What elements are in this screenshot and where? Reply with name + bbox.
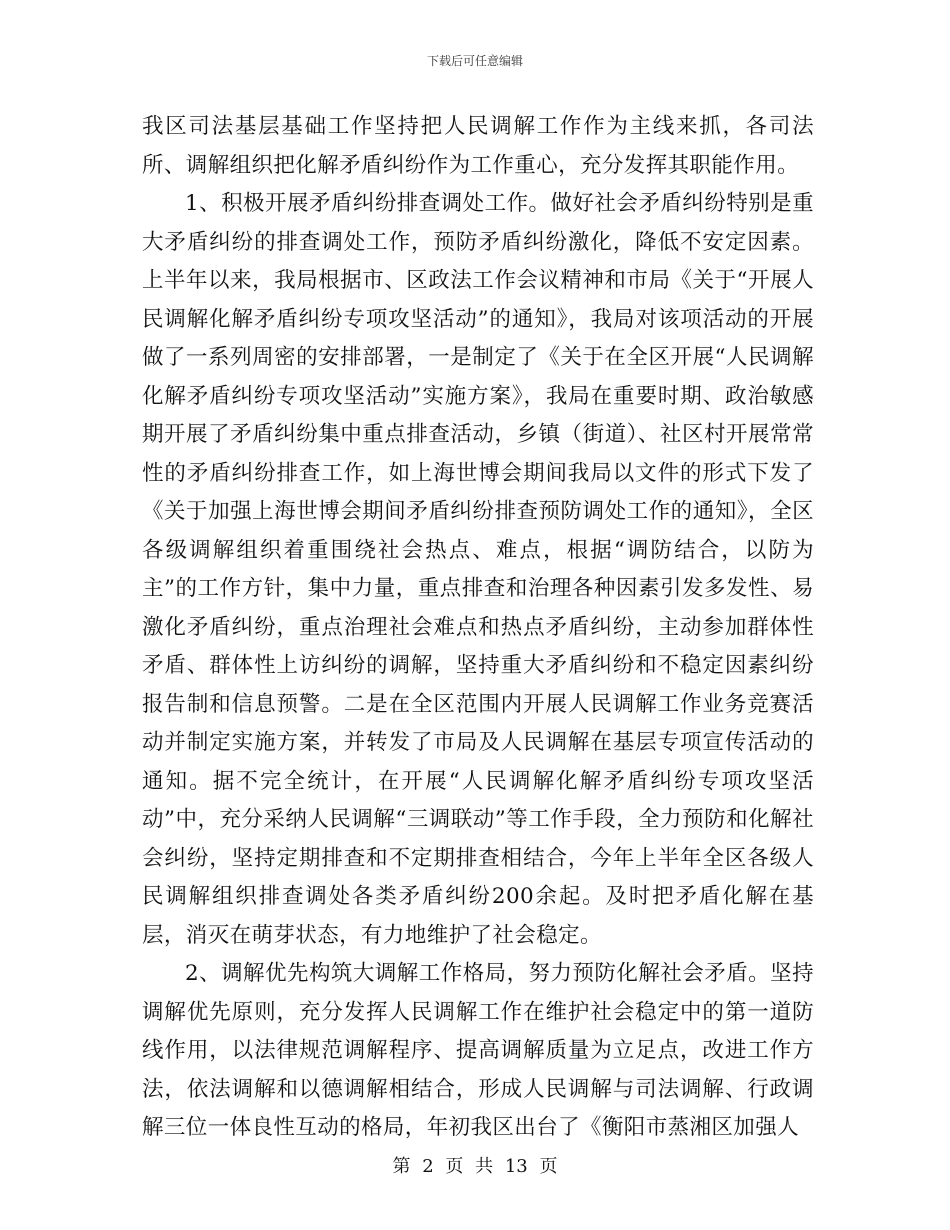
paragraph-section-1: 1、积极开展矛盾纠纷排查调处工作。做好社会矛盾纠纷特别是重大矛盾纠纷的排查调处工作，预防矛盾纠纷激化，降低不安定因素。上半年以来，我局根据市、区政法工作会议精神和市局《关于“开展人民调解化解矛盾纠纷专项攻坚活动”的通知》，我局对该项活动的开展做了一系列周密的安排部署，一是制定了《关于在全区开展“人民调解化解矛盾纠纷专项攻坚活动”实施方案》，我局在重要时期、政治敏感期开展了矛盾纠纷集中重点排查活动，乡镇（街道）、社区村开展常常性的矛盾纠纷排查工作，如上海世博会期间我局以文件的形式下发了《关于加强上海世博会期间矛盾纠纷排查预防调处工作的通知》，全区各级调解组织着重围绕社会热点、难点，根据“调防结合，以防为主”的工作方针，集中力量，重点排查和治理各种因素引发多发性、易激化矛盾纠纷，重点治理社会难点和热点矛盾纠纷，主动参加群体性矛盾、群体性上访纠纷的调解，坚持重大矛盾纠纷和不稳定因素纠纷报告制和信息预警。二是在全区范围内开展人民调解工作业务竞赛活动并制定实施方案，并转发了市局及人民调解在基层专项宣传活动的通知。据不完全统计，在开展“人民调解化解矛盾纠纷专项攻坚活动”中，充分采纳人民调解“三调联动”等工作手段，全力预防和化解社会纠纷，坚持定期排查和不定期排查相结合，今年上半年全区各级人民调解组织排查调处各类矛盾纠纷200余起。及时把矛盾化解在基层，消灭在萌芽状态，有力地维护了社会稳定。 <box>142 191 814 948</box>
paragraph-section-2: 2、调解优先构筑大调解工作格局，努力预防化解社会矛盾。坚持调解优先原则，充分发挥人民调解工作在维护社会稳定中的第一道防线作用，以法律规范调解程序、提高调解质量为立足点，改进工作方法，依法调解和以德调解相结合，形成人民调解与司法调解、行政调解三位一体良性互动的格局，年初我区出台了《衡阳市蒸湘区加强人 <box>142 961 814 1140</box>
document-body <box>142 108 814 1148</box>
paragraph-intro: 我区司法基层基础工作坚持把人民调解工作作为主线来抓，各司法所、调解组织把化解矛盾纠纷作为工作重心，充分发挥其职能作用。 <box>142 114 814 178</box>
page-number: 第 2 页 共 13 页 <box>392 1156 558 1177</box>
page-header: 下载后可任意编辑 <box>426 54 523 68</box>
